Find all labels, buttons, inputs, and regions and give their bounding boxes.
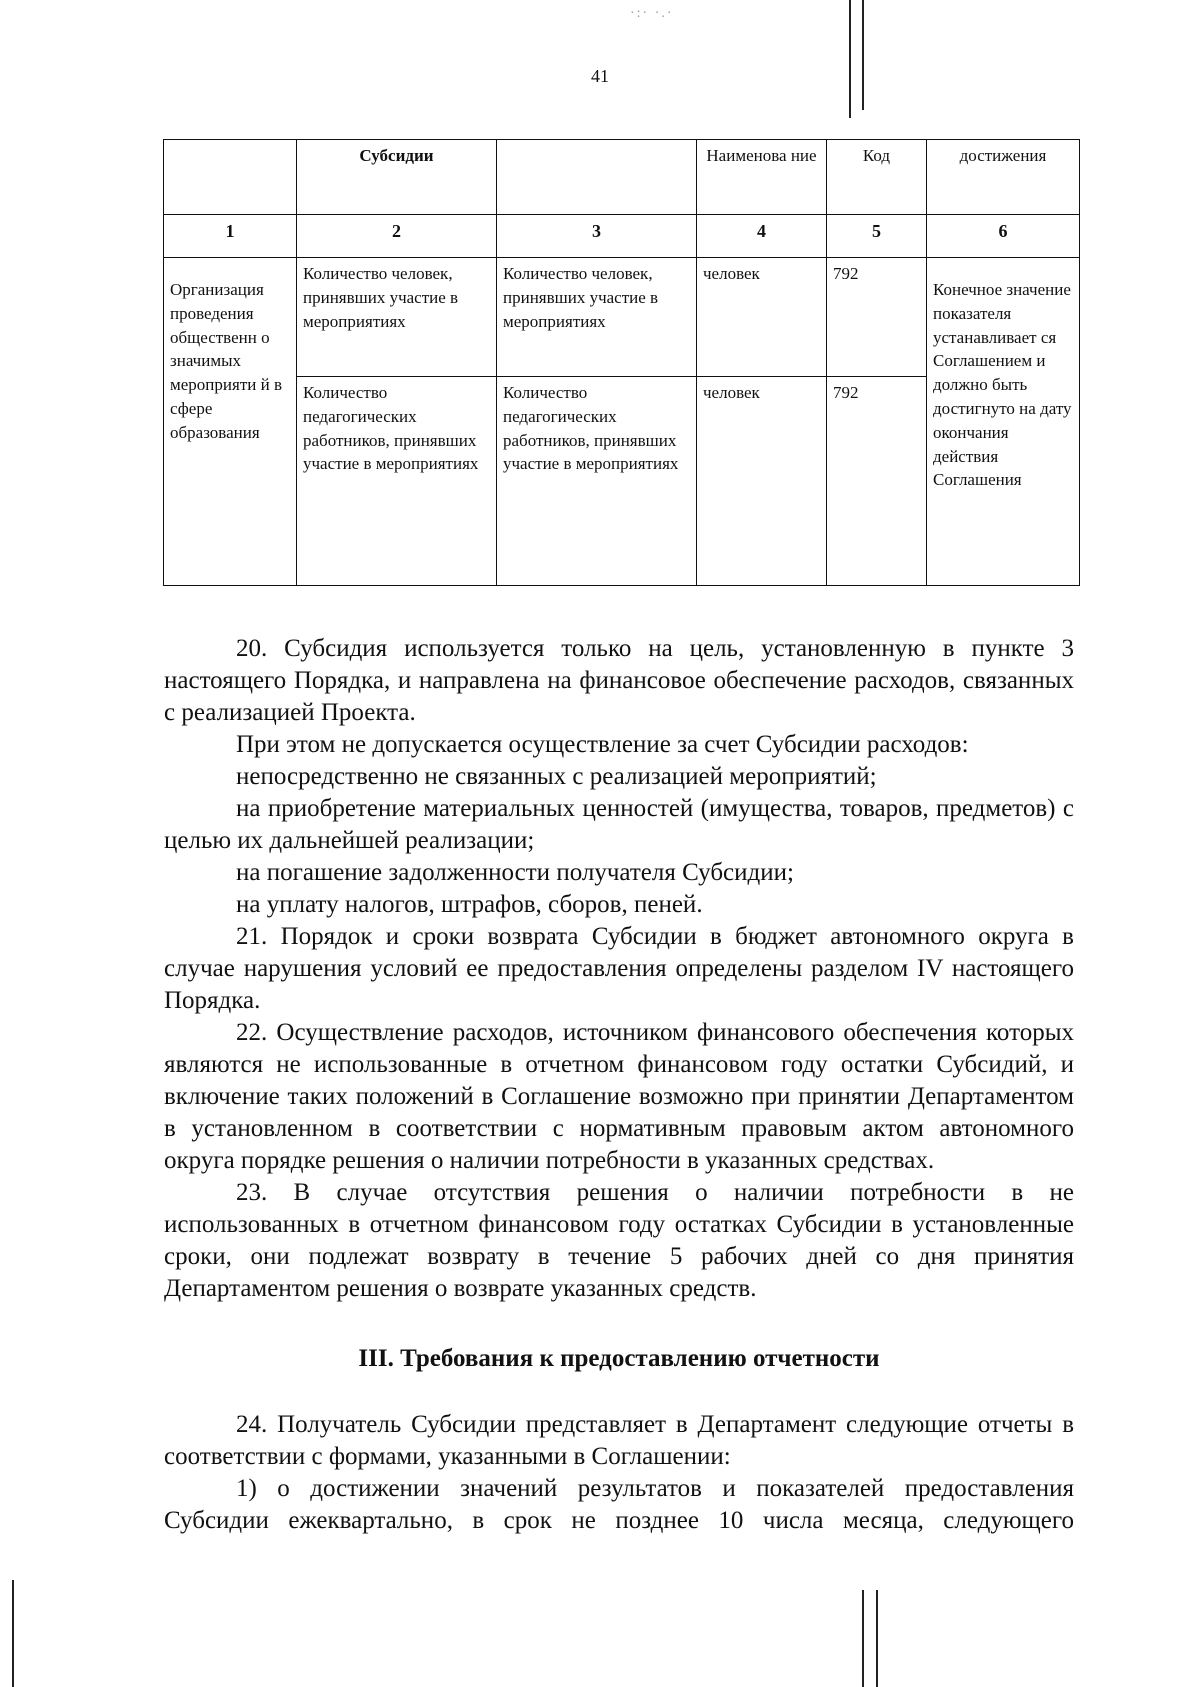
indicator-cell: Количество педагогических работников, принявших участие в мероприятиях xyxy=(297,377,497,586)
paragraph: на погашение задолженности получателя Субсидии; xyxy=(236,859,794,886)
paragraph: 24. Получатель Субсидии представляет в Департамент следующие отчеты в соответствии с формами, указанными в Соглашении: xyxy=(164,1411,1074,1470)
scan-noise: ·:· ·.· xyxy=(630,6,674,21)
table-number-row xyxy=(164,215,1080,258)
paragraph: 22. Осуществление расходов, источником финансового обеспечения которых являются не использованные в отчетном финансовом году остатки Субсидий, и включение таких положений в Соглашение возможно при принятии Департаментом в установленном в соответствии с нормативным правовым актом автономного округа порядке решения о наличии потребности в указанных средствах. xyxy=(164,1019,1074,1174)
paragraph: непосредственно не связанных с реализацией мероприятий; xyxy=(236,763,877,790)
header-cell xyxy=(497,140,697,215)
result-name-cell: Организация проведения общественн о значимых мероприяти й в сфере образования xyxy=(164,258,297,586)
unit-cell: человек xyxy=(697,377,827,586)
column-number: 4 xyxy=(697,215,827,258)
code-cell: 792 xyxy=(827,377,927,586)
unit-cell: человек xyxy=(697,258,827,377)
column-number: 1 xyxy=(164,215,297,258)
indicator-cell: Количество человек, принявших участие в мероприятиях xyxy=(297,258,497,377)
document-body xyxy=(164,633,1074,1537)
table-row xyxy=(164,258,1080,377)
header-cell: Наименова ние xyxy=(697,140,827,215)
paragraph: 1) о достижении значений результатов и показателей предоставления Субсидии ежеквартально, в срок не позднее 10 числа месяца, следующего xyxy=(164,1475,1074,1534)
header-cell: Код xyxy=(827,140,927,215)
column-number: 2 xyxy=(297,215,497,258)
column-number: 3 xyxy=(497,215,697,258)
header-cell: достижения xyxy=(927,140,1080,215)
indicator-cell: Количество человек, принявших участие в мероприятиях xyxy=(497,258,697,377)
results-table xyxy=(163,139,1080,586)
paragraph: 20. Субсидия используется только на цель, установленную в пункте 3 настоящего Порядка, и направлена на финансовое обеспечение расходов, связанных с реализацией Проекта. xyxy=(164,635,1074,726)
achievement-note-cell: Конечное значение показателя устанавливает ся Соглашением и должно быть достигнуто на дату окончания действия Соглашения xyxy=(927,258,1080,586)
scan-mark-top xyxy=(849,0,851,118)
column-number: 5 xyxy=(827,215,927,258)
paragraph: на приобретение материальных ценностей (имущества, товаров, предметов) с целью их дальнейшей реализации; xyxy=(164,795,1074,854)
column-number: 6 xyxy=(927,215,1080,258)
section-heading: III. Требования к предоставлению отчетности xyxy=(358,1345,880,1372)
scan-mark-bottom xyxy=(862,1590,864,1687)
paragraph: При этом не допускается осуществление за счет Субсидии расходов: xyxy=(236,731,969,758)
code-cell: 792 xyxy=(827,258,927,377)
scan-mark-bottom xyxy=(876,1590,878,1687)
scan-mark-left xyxy=(12,1580,14,1687)
header-cell: Субсидии xyxy=(297,140,497,215)
header-cell xyxy=(164,140,297,215)
paragraph: 23. В случае отсутствия решения о наличии потребности в не использованных в отчетном финансовом году остатках Субсидии в установленные сроки, они подлежат возврату в течение 5 рабочих дней со дня принятия Департаментом решения о возврате указанных средств. xyxy=(164,1179,1074,1302)
scan-mark-top xyxy=(862,0,864,110)
paragraph: на уплату налогов, штрафов, сборов, пеней. xyxy=(236,891,703,918)
table-header-row xyxy=(164,140,1080,215)
paragraph: 21. Порядок и сроки возврата Субсидии в бюджет автономного округа в случае нарушения условий ее предоставления определены разделом IV настоящего Порядка. xyxy=(164,923,1074,1014)
indicator-cell: Количество педагогических работников, принявших участие в мероприятиях xyxy=(497,377,697,586)
page-number: 41 xyxy=(591,66,609,86)
